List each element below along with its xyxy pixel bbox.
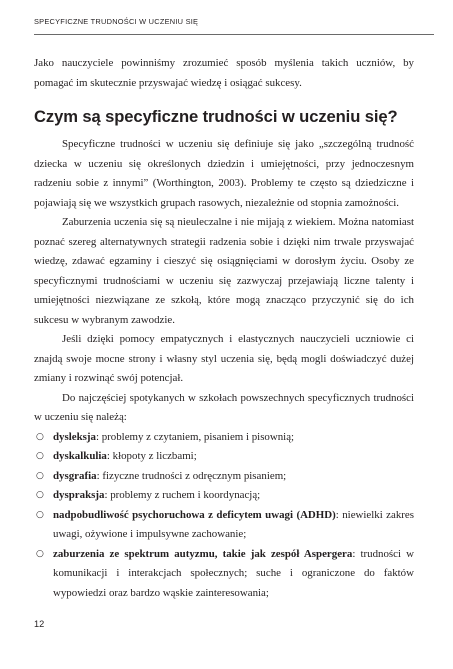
paragraph-definition: Specyficzne trudności w uczeniu się definiuje się jako „szczególną trudność dziecka w uczeniu się określonych dziedzin i umiejętności, przy jednoczesnym radzeniu sobie z innymi” (Worthington, 2003). Problemy te często są dziedziczne i pojawiają się we wszystkich grupach rasowych, niezależnie od stopnia zamożności. (34, 138, 414, 209)
running-head: SPECYFICZNE TRUDNOŚCI W UCZENIU SIĘ (34, 17, 434, 35)
list-item (34, 506, 414, 545)
bullet-icon: ○ (36, 431, 44, 442)
page-number: 12 (34, 619, 45, 629)
paragraph-support: Jeśli dzięki pomocy empatycznych i elastycznych nauczycieli uczniowie ci znajdą swoje mocne strony i własny styl uczenia się, będą mogli doświadczyć dużej zmiany i rozwinąć swój potencjał. (34, 333, 414, 384)
bullet-icon: ○ (36, 548, 44, 559)
list-item-term: nadpobudliwość psychoruchowa z deficytem uwagi (ADHD) (53, 508, 336, 521)
list-item-description: : trudności w komunikacji i interakcjach społecznych; suche i ograniczone do faktów wypowiedzi oraz bardzo wąskie zainteresowania; (53, 547, 414, 599)
list-item-description: : problemy z ruchem i koordynacją; (104, 489, 261, 501)
list-item-term: dysleksja (53, 430, 96, 443)
list-item (34, 428, 414, 448)
list-item (34, 545, 414, 604)
page-body (34, 54, 414, 603)
list-item-description: : fizyczne trudności z odręcznym pisaniem; (96, 469, 287, 482)
difficulty-list (34, 428, 414, 604)
bullet-icon: ○ (36, 470, 44, 481)
list-item (34, 447, 414, 467)
list-item-term: dyspraksja (53, 489, 105, 501)
bullet-icon: ○ (36, 451, 44, 461)
list-item-term: dyskalkulia (53, 450, 107, 462)
list-item-description: : problemy z czytaniem, pisaniem i pisownią; (95, 430, 295, 443)
list-item (34, 486, 414, 506)
list-item (34, 467, 414, 487)
paragraph-strategies: Zaburzenia uczenia się są nieuleczalne i nie mijają z wiekiem. Można natomiast poznać szereg alternatywnych strategii radzenia sobie i dzięki nim trwale przyswajać wiedzę, zdawać egzaminy i cieszyć się osiągnięciami w dorosłym życiu. Osoby ze specyficznymi trudnościami w uczeniu się zazwyczaj przejawiają liczne talenty i umiejętności niezwiązane ze szkołą, które mogą znacząco przyczynić się do ich sukcesu w wybranym zawodzie. (34, 216, 414, 326)
bullet-icon: ○ (36, 490, 44, 500)
list-item-description: : niewielki zakres uwagi, ożywione i impulsywne zachowanie; (53, 508, 414, 540)
section-heading: Czym są specyficzne trudności w uczeniu się? (34, 107, 398, 126)
list-item-description: : kłopoty z liczbami; (106, 450, 197, 462)
bullet-icon: ○ (36, 509, 44, 520)
list-item-term: dysgrafia (53, 469, 97, 482)
list-item-term: zaburzenia ze spektrum autyzmu, takie jak zespół Aspergera (53, 547, 353, 560)
intro-paragraph: Jako nauczyciele powinniśmy zrozumieć sposób myślenia takich uczniów, by pomagać im skutecznie przyswajać wiedzę i osiągać sukcesy. (34, 57, 414, 89)
paragraph-list-intro: Do najczęściej spotykanych w szkołach powszechnych specyficznych trudności w uczeniu się należą: (34, 391, 414, 423)
